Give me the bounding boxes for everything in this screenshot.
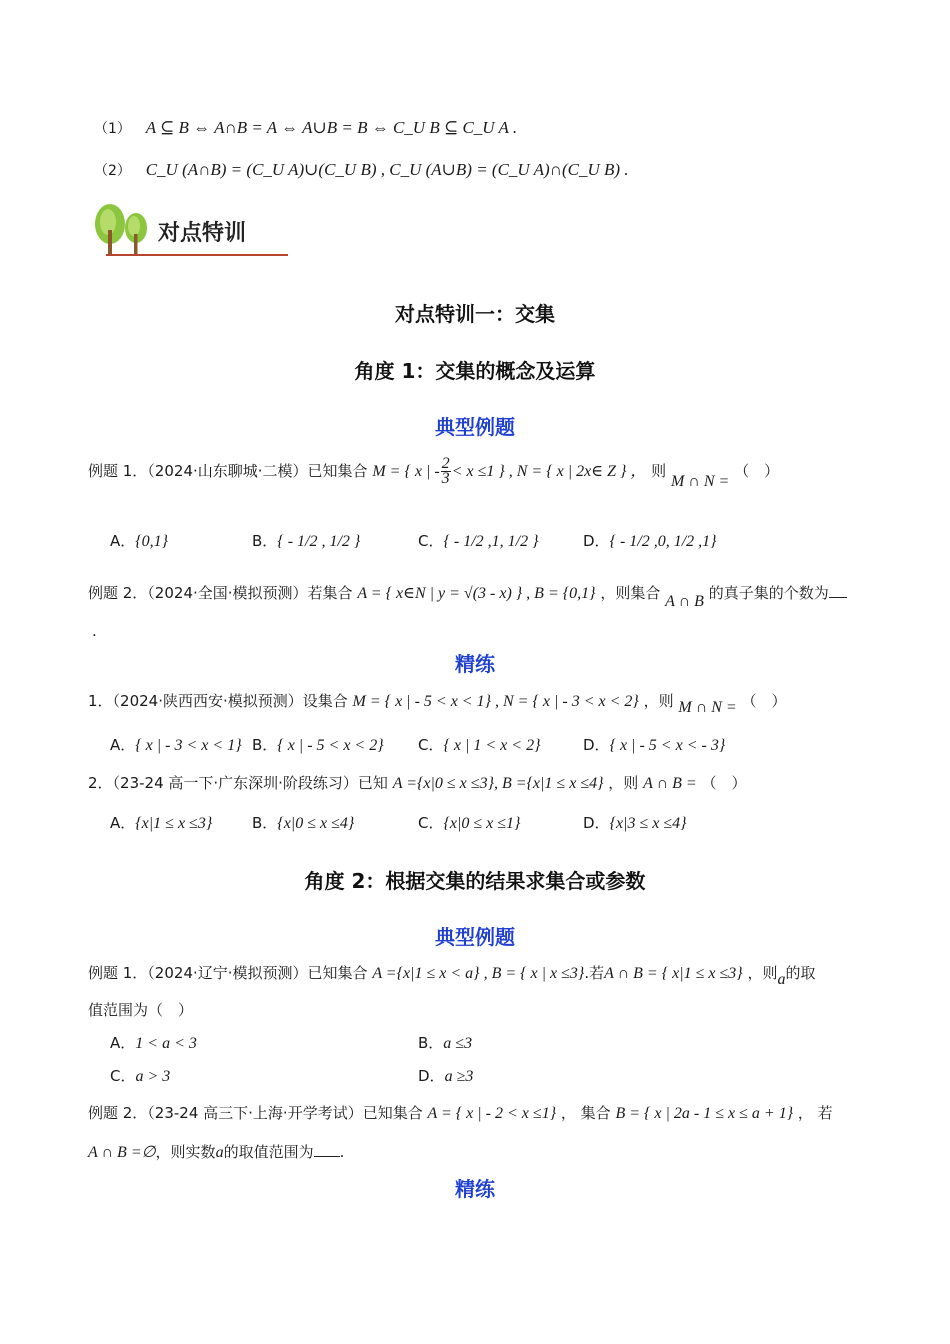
a1-p1-option-a[interactable]: A．{ x | - 3 < x < 1} [110,736,242,754]
a1-example2: 例题 2．（2024·全国·模拟预测）若集合 A = { x∈N | y = √(3 - x) } , B = {0,1} ，则集合 A ∩ B 的真子集的个数为 [88,582,847,603]
a2-example2: 例题 2．（23-24 高三下·上海·开学考试）已知集合 A = { x | - 2 < x ≤1} ， 集合 B = { x | 2a - 1 ≤ x ≤ a + 1} ， 若 [88,1104,833,1122]
tree-icon [92,200,162,258]
property-2-formula: C_U (A∩B) = (C_U A)∪(C_U B) , C_U (A∪B) = (C_U A)∩(C_U B) . [145,160,629,179]
practice-label-1: 精练 [455,652,495,676]
a1-p2-option-c[interactable]: C．{x|0 ≤ x ≤1} [418,814,521,832]
angle1-title: 角度 1：交集的概念及运算 [354,359,596,383]
fraction: $\frac{2}{3}$ [441,455,450,487]
a1-ex1-option-a[interactable]: A．{0,1} [110,532,169,550]
a2-ex1-option-b[interactable]: B．a ≤3 [418,1034,473,1052]
a1-p2-option-b[interactable]: B．{x|0 ≤ x ≤4} [252,814,355,832]
a2-ex1-option-a[interactable]: A．1 < a < 3 [110,1034,197,1052]
property-2: （2） C_U (A∩B) = (C_U A)∪(C_U B) , C_U (A∪B) = (C_U A)∩(C_U B) . [94,160,629,179]
a1-ex1-option-b[interactable]: B．{ - 1/2 , 1/2 } [252,532,361,550]
a1-p2-option-a[interactable]: A．{x|1 ≤ x ≤3} [110,814,213,832]
a1-practice2: 2．（23-24 高一下·广东深圳·阶段练习）已知 A ={x|0 ≤ x ≤3}, B ={x|1 ≤ x ≤4} ，则 A ∩ B = （ ） [88,774,747,792]
a1-example2-tail: . [92,622,97,640]
a2-ex1-option-d[interactable]: D．a ≥3 [418,1067,474,1085]
a2-example1: 例题 1．（2024·辽宁·模拟预测）已知集合 A ={x|1 ≤ x < a} , B = { x | x ≤3}.若A ∩ B = { x|1 ≤ x ≤3} ，则a的取 [88,964,816,988]
a1-ex1-option-d[interactable]: D．{ - 1/2 ,0, 1/2 ,1} [583,532,717,550]
typical-examples-label-1: 典型例题 [435,415,515,439]
a1-example1: 例题 1．（2024·山东聊城·二模）已知集合 M = { x | - $\frac{2}{3}$ < x ≤1 } , N = { x | 2x∈ Z } ， 则 M ∩ N = （ ） [88,455,780,490]
answer-blank[interactable] [314,1144,340,1157]
a1-ex1-option-c[interactable]: C．{ - 1/2 ,1, 1/2 } [418,532,539,550]
angle2-title: 角度 2：根据交集的结果求集合或参数 [304,869,646,893]
a1-p1-option-d[interactable]: D．{ x | - 5 < x < - 3} [583,736,726,754]
a2-ex1-option-c[interactable]: C．a > 3 [110,1067,171,1085]
a1-practice1: 1．（2024·陕西西安·模拟预测）设集合 M = { x | - 5 < x < 1} , N = { x | - 3 < x < 2} ，则 M ∩ N = （ ） [88,692,787,716]
a2-example2-line2: A ∩ B =∅，则实数a的取值范围为 . [88,1143,345,1161]
banner-underline [106,254,288,256]
a2-example1-line2: 值范围为（ ） [88,1001,194,1019]
section1-title: 对点特训一：交集 [395,302,555,326]
a1-p1-option-b[interactable]: B．{ x | - 5 < x < 2} [252,736,384,754]
property-1-formula: A ⊆ B ⇔ A∩B = A ⇔ A∪B = B ⇔ C_U B ⊆ C_U A . [145,118,518,137]
property-1: （1） A ⊆ B ⇔ A∩B = A ⇔ A∪B = B ⇔ C_U B ⊆ C_U A . [94,118,518,137]
section-banner [92,200,288,258]
a1-p2-option-d[interactable]: D．{x|3 ≤ x ≤4} [583,814,687,832]
practice-label-2: 精练 [455,1177,495,1201]
banner-title: 对点特训 [158,221,247,246]
a1-p1-option-c[interactable]: C．{ x | 1 < x < 2} [418,736,541,754]
typical-examples-label-2: 典型例题 [435,925,515,949]
answer-blank[interactable] [829,585,847,598]
